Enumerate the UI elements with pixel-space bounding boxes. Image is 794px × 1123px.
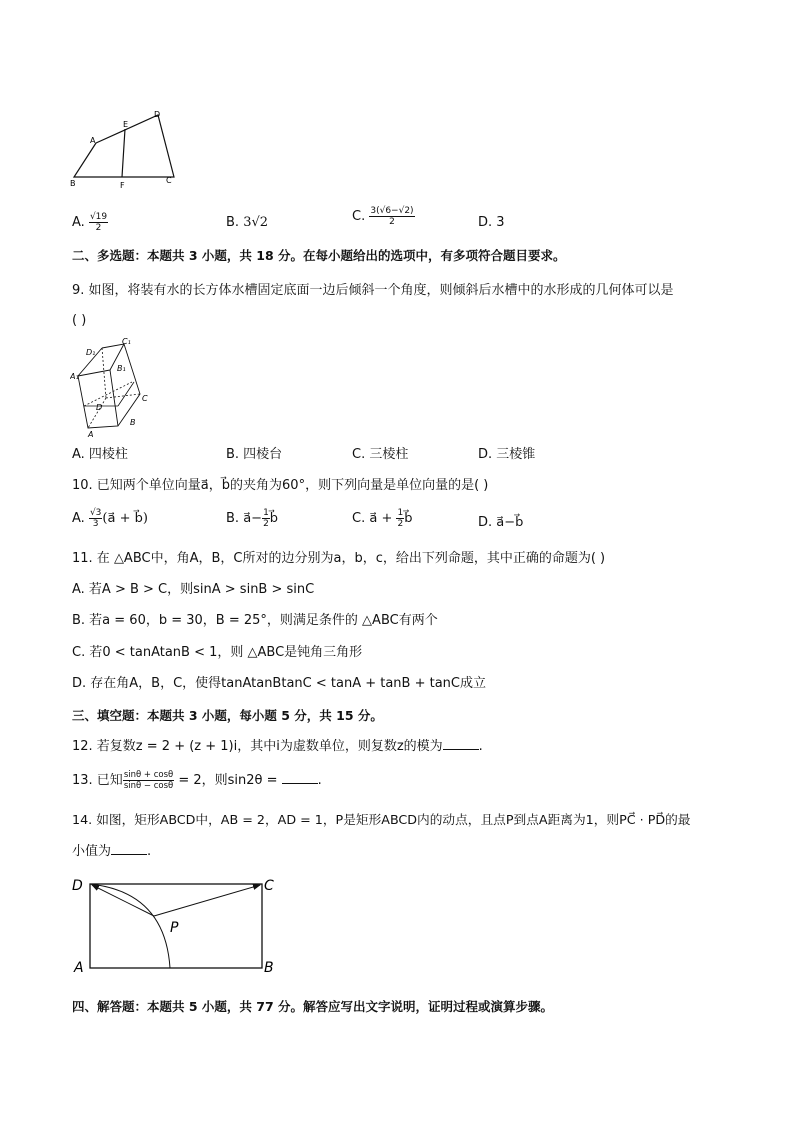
- q9-option-a: A. 四棱柱: [72, 447, 128, 462]
- q8-segment-ef: [122, 129, 125, 177]
- q14-label-b: B: [264, 960, 274, 976]
- q14-vector-pd: [92, 885, 154, 916]
- q9-option-d: D. 三棱锥: [478, 447, 536, 462]
- q9-stem-line1: 9. 如图，将装有水的长方体水槽固定底面一边后倾斜一个角度，则倾斜后水槽中的水形成的几何体可以是: [72, 283, 674, 298]
- q10-option-c-tail: b⃗: [404, 511, 413, 526]
- q10-option-d-letter: D.: [478, 515, 493, 530]
- q12-stem: [72, 737, 483, 756]
- q8-option-c: [352, 206, 415, 227]
- q14-label-c: C: [264, 878, 274, 894]
- q8-option-a-num: √19: [89, 212, 108, 222]
- q14-label-p: P: [170, 920, 179, 936]
- q8-label-a: A: [90, 136, 96, 145]
- q8-option-d-text: 3: [496, 215, 505, 230]
- q12-stem-end: .: [478, 739, 483, 754]
- q10-option-b-head: a⃗−: [243, 511, 263, 526]
- q10-option-c-head: a⃗ +: [369, 511, 397, 526]
- q9-label-b: B: [130, 418, 136, 427]
- q13-num: sinθ + cosθ: [123, 770, 174, 780]
- q9-edge-b1b: [110, 370, 118, 426]
- q8-option-c-num: 3(√6−√2): [370, 206, 414, 216]
- section2-title: 二、多选题：本题共 3 小题，共 18 分。在每小题给出的选项中，有多项符合题目要求。: [72, 248, 566, 263]
- q10-option-c-den: 2: [397, 519, 404, 529]
- q8-label-e: E: [123, 120, 129, 129]
- q10-option-c-num: 1: [397, 508, 404, 518]
- q9-figure: [70, 336, 160, 438]
- q11-option-d: D. 存在角A，B，C，使得tanAtanBtanC < tanA + tanB + tanC成立: [72, 676, 487, 691]
- q10-option-b-den: 2: [263, 519, 269, 529]
- q14-label-d: D: [72, 878, 83, 894]
- q9-option-b: B. 四棱台: [226, 447, 283, 462]
- q8-label-c: C: [166, 176, 172, 185]
- section3-title: 三、填空题：本题共 3 小题，每小题 5 分，共 15 分。: [72, 708, 383, 723]
- q10-option-d-text: a⃗−b⃗: [496, 515, 524, 530]
- section4-title: 四、解答题：本题共 5 小题，共 77 分。解答应写出文字说明，证明过程或演算步骤。: [72, 999, 554, 1014]
- q9-label-c: C: [142, 394, 148, 403]
- q8-figure: [66, 105, 186, 191]
- q9-stem-line2: ( ): [72, 313, 87, 328]
- q14-end: .: [147, 844, 152, 859]
- q8-option-b-letter: B.: [226, 215, 240, 230]
- q8-option-b: [226, 214, 268, 232]
- q14-stem-line2: [72, 842, 151, 861]
- q13-head: 13. 已知: [72, 773, 123, 788]
- q10-option-a-den: 3: [92, 519, 99, 529]
- q8-option-b-text: 3√2: [243, 215, 269, 230]
- q8-label-d: D: [154, 110, 161, 119]
- q9-edge-dc: [106, 394, 140, 398]
- q11-option-c: C. 若0 < tanAtanB < 1，则 △ABC是钝角三角形: [72, 645, 363, 660]
- q9-water-line3: [118, 382, 134, 406]
- q9-option-c: C. 三棱柱: [352, 447, 409, 462]
- q10-option-a-tail: (a⃗ + b⃗): [102, 511, 148, 526]
- q14-vector-pc: [154, 885, 260, 916]
- q8-option-a-den: 2: [95, 223, 102, 233]
- q13-stem: [72, 770, 322, 791]
- q10-stem: 10. 已知两个单位向量a⃗，b⃗的夹角为60°，则下列向量是单位向量的是( ): [72, 478, 489, 493]
- q9-water-line1: [84, 382, 132, 406]
- q8-label-b: B: [70, 179, 76, 188]
- q10-option-b-letter: B.: [226, 511, 240, 526]
- q9-edge-d1d: [102, 348, 106, 398]
- q14-line2-text: 小值为: [72, 844, 112, 859]
- q10-option-d: [478, 514, 523, 532]
- q14-answer-blank[interactable]: [111, 842, 147, 855]
- q8-option-a-letter: A.: [72, 215, 85, 230]
- q9-label-b1: B₁: [117, 364, 126, 373]
- q9-label-d: D: [96, 403, 103, 412]
- q14-figure: [70, 872, 285, 982]
- q12-stem-text: 12. 若复数z = 2 + (z + 1)i，其中i为虚数单位，则复数z的模为: [72, 739, 443, 754]
- q9-label-d1: D₁: [86, 348, 96, 357]
- q13-end: .: [317, 773, 322, 788]
- q12-answer-blank[interactable]: [443, 737, 479, 750]
- q10-option-a-num: √3: [89, 508, 102, 518]
- q10-option-b-tail: b⃗: [269, 511, 279, 526]
- q10-option-a-letter: A.: [72, 511, 85, 526]
- q11-stem: 11. 在 △ABC中，角A，B，C所对的边分别为a，b，c，给出下列命题，其中正确的命题为( ): [72, 551, 606, 566]
- q10-option-b-num: 1: [263, 508, 269, 518]
- q8-label-f: F: [120, 181, 125, 190]
- q8-option-c-den: 2: [389, 217, 395, 227]
- q13-mid: = 2，则sin2θ =: [174, 773, 282, 788]
- q9-label-a1: A₁: [70, 372, 79, 381]
- q13-answer-blank[interactable]: [282, 771, 318, 784]
- q14-arc: [90, 884, 170, 968]
- q11-option-a: A. 若A > B > C，则sinA > sinB > sinC: [72, 582, 315, 597]
- q8-option-d: [478, 214, 505, 232]
- q8-option-a: [72, 212, 108, 233]
- q13-den: sinθ − cosθ: [123, 781, 174, 791]
- q9-label-c1: C₁: [122, 337, 131, 346]
- q9-label-a: A: [88, 430, 94, 438]
- q14-stem-line1: 14. 如图，矩形ABCD中，AB = 2，AD = 1，P是矩形ABCD内的动点，且点P到点A距离为1，则PC⃗ · PD⃗的最: [72, 812, 691, 827]
- q11-option-b: B. 若a = 60，b = 30，B = 25°，则满足条件的 △ABC有两个: [72, 613, 438, 628]
- q14-label-a: A: [74, 960, 84, 976]
- q10-option-b: [226, 508, 278, 529]
- q8-option-c-letter: C.: [352, 209, 366, 224]
- q10-option-a: [72, 508, 148, 529]
- q10-option-c-letter: C.: [352, 511, 366, 526]
- q10-option-c: [352, 508, 412, 529]
- q8-option-d-letter: D.: [478, 215, 493, 230]
